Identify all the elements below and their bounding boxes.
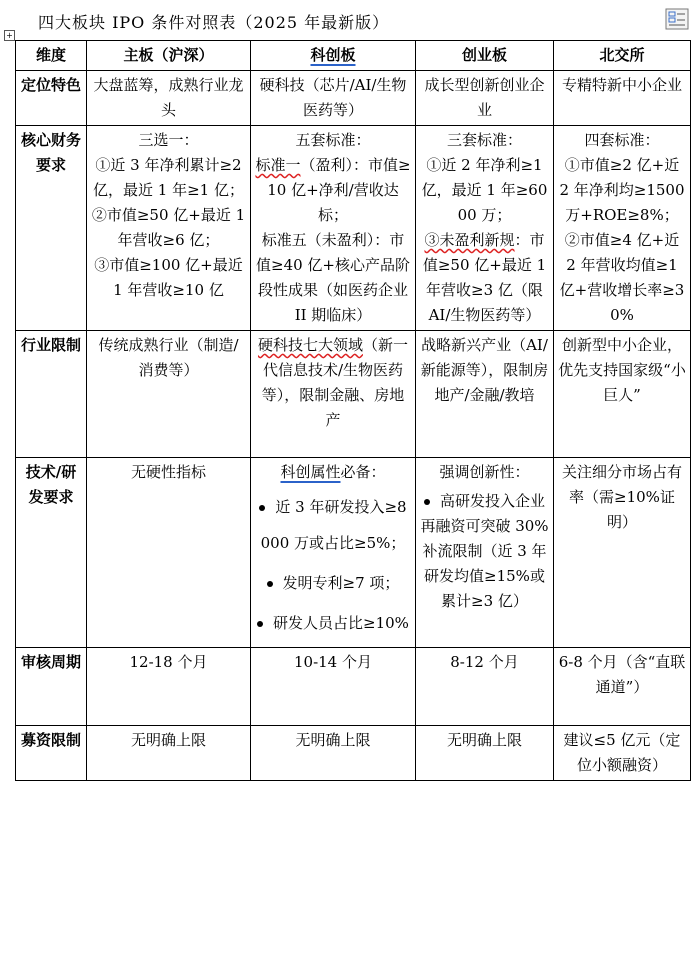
star-financial-intro: 五套标准： (295, 131, 371, 149)
bullet-icon (257, 621, 263, 627)
bullet-icon (424, 499, 430, 505)
cell-main-review: 12-18 个月 (87, 648, 251, 726)
list-item: 发明专利≥7 项； (255, 565, 411, 601)
chinext-financial-intro: 三套标准： (446, 131, 522, 149)
cell-chinext-positioning: 成长型创新创业企业 (416, 71, 554, 126)
bse-financial-item-2: ②市值≥4 亿+近 2 年营收均值≥1 亿+营收增长率≥30% (559, 231, 685, 324)
cell-star-financial (251, 126, 416, 331)
table-layout-icon[interactable] (665, 8, 689, 30)
header-main-board: 主板（沪深） (87, 41, 251, 71)
main-financial-item-2: ②市值≥50 亿+最近 1 年营收≥6 亿； (91, 206, 246, 249)
table-row-funding (16, 726, 691, 781)
cell-star-funding: 无明确上限 (251, 726, 416, 781)
list-item: 研发人员占比≥10% (255, 605, 411, 641)
header-dimension: 维度 (16, 41, 87, 71)
table-row-industry (16, 331, 691, 458)
star-std1-head: 标准一 (255, 156, 301, 174)
cell-chinext-review: 8-12 个月 (416, 648, 554, 726)
cell-bse-funding: 建议≤5 亿元（定位小额融资） (554, 726, 691, 781)
cell-star-review: 10-14 个月 (251, 648, 416, 726)
cell-bse-review: 6-8 个月（含“直联通道”） (554, 648, 691, 726)
header-bse: 北交所 (554, 41, 691, 71)
main-financial-item-3: ③市值≥100 亿+最近 1 年营收≥10 亿 (94, 256, 243, 299)
bse-financial-intro: 四套标准： (584, 131, 660, 149)
table-move-handle-icon[interactable]: + (4, 30, 15, 41)
cell-chinext-industry: 战略新兴产业（AI/新能源等），限制房地产/金融/教培 (416, 331, 554, 458)
cell-chinext-funding: 无明确上限 (416, 726, 554, 781)
table-row-positioning (16, 71, 691, 126)
cell-star-rd (251, 458, 416, 648)
star-rd-list (255, 489, 411, 641)
star-rd-intro-rest: 必备： (340, 463, 386, 481)
cell-main-positioning: 大盘蓝筹，成熟行业龙头 (87, 71, 251, 126)
cell-bse-rd: 关注细分市场占有率（需≥10%证明） (554, 458, 691, 648)
cell-star-industry (251, 331, 416, 458)
star-financial-std5: 标准五（未盈利）：市值≥40 亿+核心产品阶段性成果（如医药企业 II 期临床） (256, 231, 410, 324)
cell-main-rd: 无硬性指标 (87, 458, 251, 648)
star-std1-rest: （盈利）：市值≥10 亿+净利/营收达标； (267, 156, 411, 224)
row-label-positioning: 定位特色 (16, 71, 87, 126)
cell-bse-positioning: 专精特新中小企业 (554, 71, 691, 126)
table-row-financial (16, 126, 691, 331)
bse-financial-item-1: ①市值≥2 亿+近 2 年净利均≥1500 万+ROE≥8%； (559, 156, 685, 224)
cell-chinext-financial (416, 126, 554, 331)
cell-main-industry: 传统成熟行业（制造/消费等） (87, 331, 251, 458)
cell-main-financial (87, 126, 251, 331)
main-financial-intro: 三选一： (138, 131, 199, 149)
table-row-rd (16, 458, 691, 648)
bullet-icon (267, 581, 273, 587)
table-row-review (16, 648, 691, 726)
star-rd-intro-head: 科创属性 (280, 463, 341, 481)
row-label-rd: 技术/研发要求 (16, 458, 87, 648)
header-star-market (251, 41, 416, 71)
bullet-icon (259, 505, 265, 511)
star-rd-intro (255, 460, 411, 485)
row-label-funding: 募资限制 (16, 726, 87, 781)
cell-bse-financial (554, 126, 691, 331)
header-row (16, 41, 691, 71)
star-industry-head: 硬科技七大领域 (257, 336, 363, 354)
list-item: 近 3 年研发投入≥8000 万或占比≥5%； (260, 498, 407, 552)
header-star-market-label: 科创板 (310, 46, 356, 64)
list-item: 高研发投入企业再融资可突破 30%补流限制（近 3 年研发均值≥15%或累计≥3 亿） (420, 492, 549, 610)
page-title: 四大板块 IPO 条件对照表（2025 年最新版） (38, 13, 390, 32)
row-label-review: 审核周期 (16, 648, 87, 726)
row-label-industry: 行业限制 (16, 331, 87, 458)
cell-chinext-rd (416, 458, 554, 648)
chinext-rd-intro: 强调创新性： (439, 463, 530, 481)
cell-star-positioning: 硬科技（芯片/AI/生物医药等） (251, 71, 416, 126)
cell-main-funding: 无明确上限 (87, 726, 251, 781)
cell-bse-industry: 创新型中小企业，优先支持国家级“小巨人” (554, 331, 691, 458)
chinext-financial-item-1: ①近 2 年净利≥1 亿，最近 1 年≥6000 万； (421, 156, 548, 224)
header-chinext: 创业板 (416, 41, 554, 71)
chinext-rd-list (420, 489, 549, 614)
row-label-financial: 核心财务要求 (16, 126, 87, 331)
ipo-comparison-table (15, 40, 691, 781)
chinext-item3-rest: ：市值≥50 亿+最近 1 年营收≥3 亿（限 AI/生物医药等） (422, 231, 547, 324)
chinext-financial-item-3 (420, 228, 549, 328)
star-industry-rest: （新一代信息技术/生物医药等），限制金融、房地产 (261, 336, 409, 429)
main-financial-item-1: ①近 3 年净利累计≥2 亿，最近 1 年≥1 亿； (93, 156, 244, 199)
star-financial-std1 (255, 153, 411, 228)
chinext-item3-head: ③未盈利新规 (424, 231, 515, 249)
